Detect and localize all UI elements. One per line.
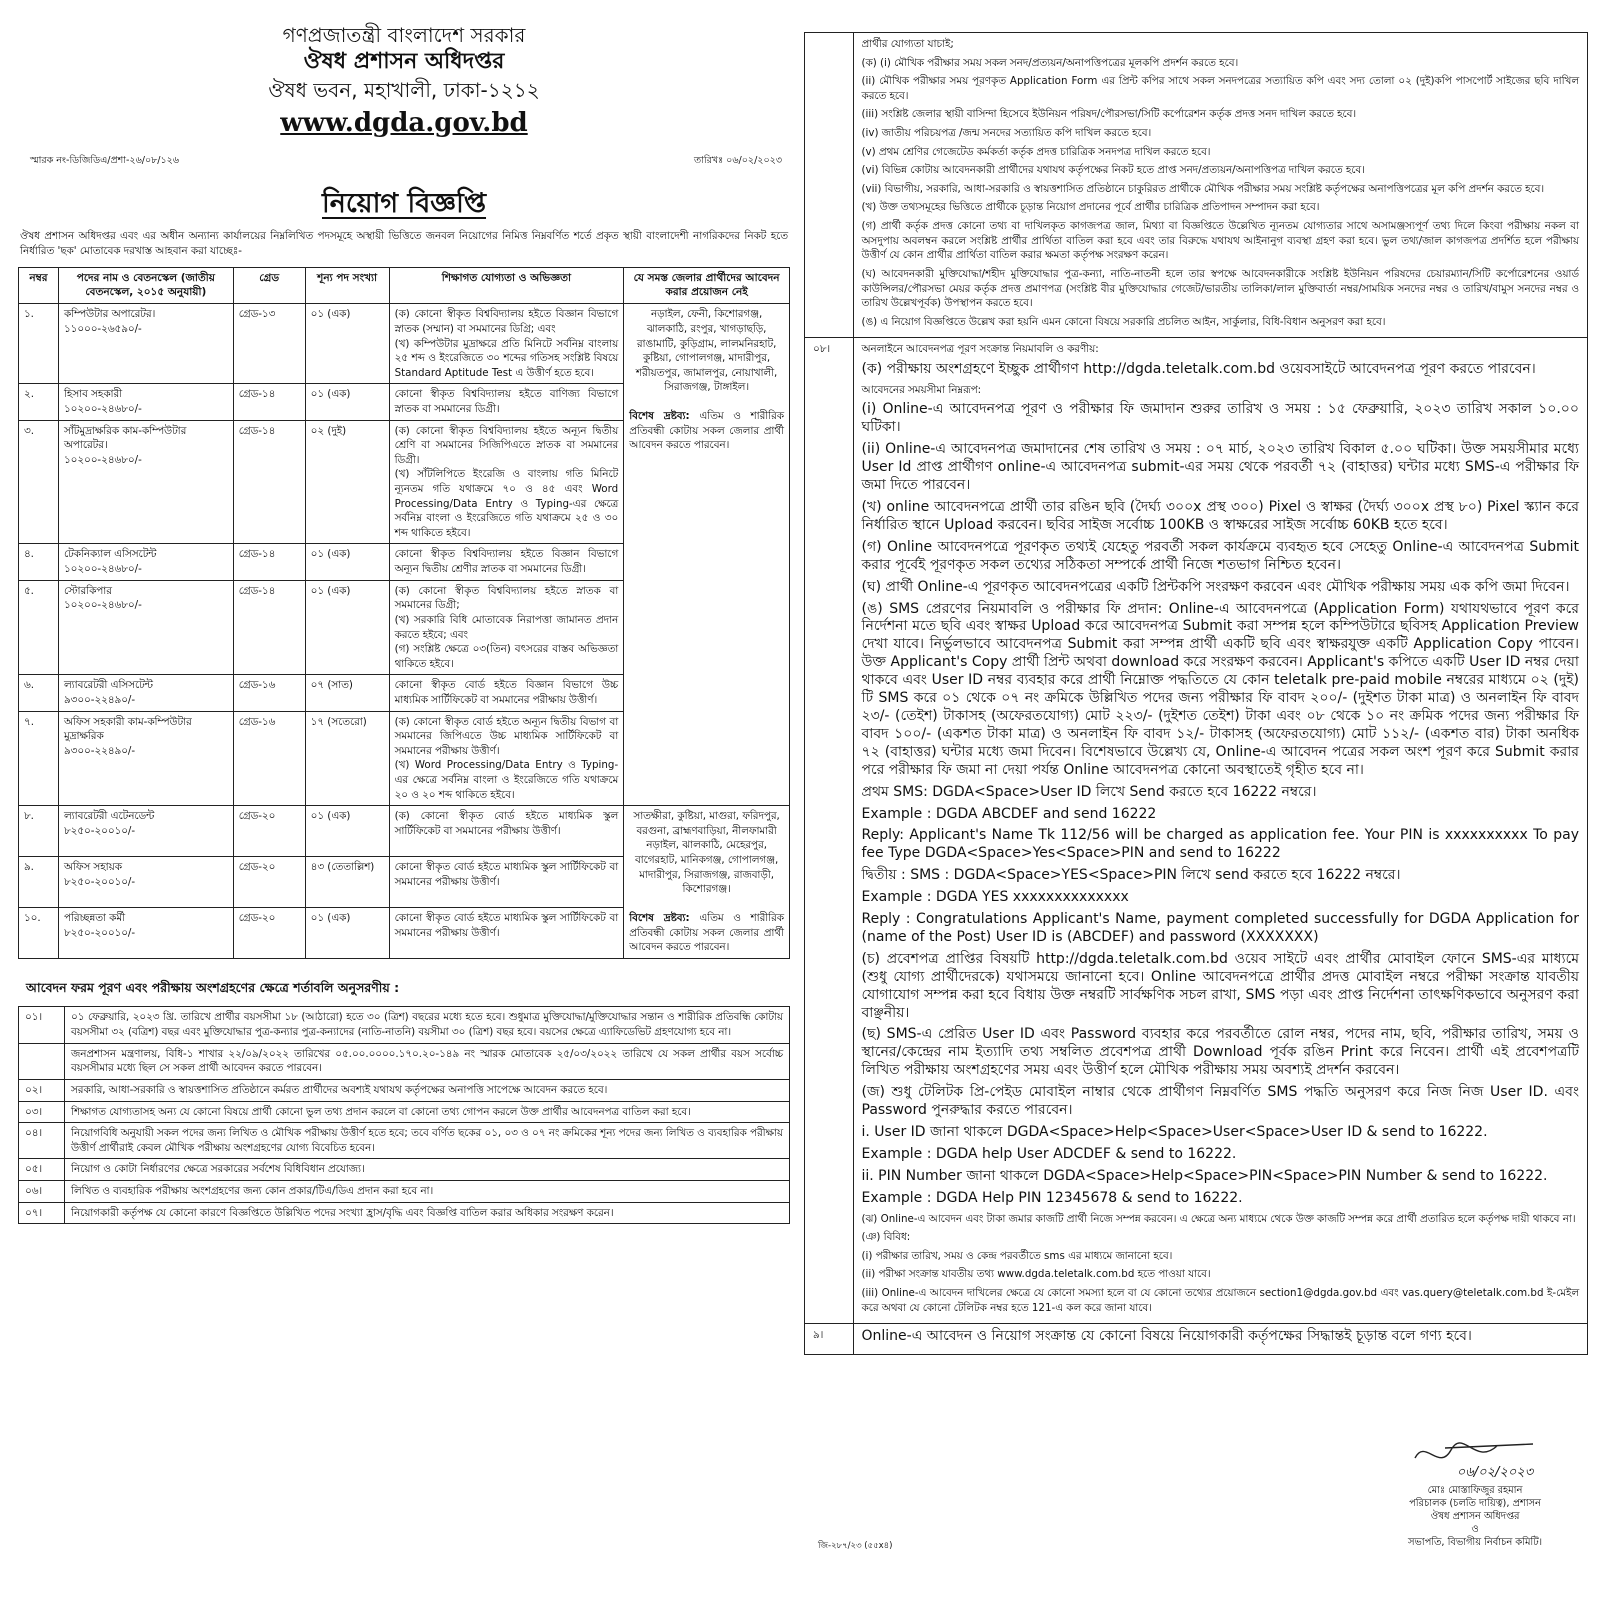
pay-scale: ১০২০০-২৪৬৮০/- [63,599,142,612]
signatory-name: মোঃ মোস্তাফিজুর রহমান [1427,1484,1523,1496]
condition-text: সরকারি, আধা-সরকারি ও স্বায়ত্তশাসিত প্রতিষ্ঠানে কর্মরত প্রার্থীদের অবশ্যই যথাযথ কর্তৃপক্ষের অনাপত্তি সাপেক্ষে আবেদন করতে হবে। [65,1079,790,1101]
instruction-item: (জ) শুধু টেলিটক প্রি-পেইড মোবাইল নাম্বার থেকে প্রার্থীগণ নিম্নবর্ণিত SMS পদ্ধতি অনুসরণ করে নিজ নিজ User ID. এবং Password পুনরুদ্ধার করতে পারবেন। [861,1084,1579,1119]
vacancy-cell: ০৭ (সাত) [305,675,389,711]
memo-number: স্মারক নং-ডিজিডিএ/প্রশা-২৬/০৮/১২৬ [30,154,180,166]
grade-cell: গ্রেড-১৬ [233,711,305,806]
qualification-line: (গ) সংশ্লিষ্ট ক্ষেত্রে ০৩(তিন) বৎসরের বাস্তব অভিজ্ঞতা থাকিতে হইবে। [394,643,619,670]
row-number: ৭. [19,711,59,806]
post-name: টেকনিক্যাল এসিসটেন্ট [63,548,157,561]
qualification-line: কোনো স্বীকৃত বোর্ড হইতে বিজ্ঞান বিভাগে উচ্চ মাধ্যমিক সার্টিফিকেট বা সমমানের পরীক্ষায় উত্তীর্ণ। [394,679,619,706]
grade-cell: গ্রেড-১৪ [233,420,305,544]
condition-number: ০৬। [19,1180,65,1202]
post-cell [58,384,233,420]
instructions-table [805,33,1587,1354]
qualification-line: (খ) কম্পিউটার মুদ্রাক্ষরে প্রতি মিনিটে সর্বনিম্ন বাংলায় ২৫ শব্দ ও ইংরেজিতে ৩০ শব্দের গতিসহ সংশ্লিষ্ট বিষয়ে Standard Aptitude Test এ উত্তীর্ণ হতে হবে। [394,337,619,379]
pay-scale: ১০২০০-২৪৬৮০/- [63,403,142,415]
instruction-item: দ্বিতীয় : SMS : DGDA<Space>YES<Space>PIN লিখে send করতে হবে 16222 নম্বরে। [861,867,1401,884]
qualification-check-item: (v) প্রথম শ্রেণির গেজেটেড কর্মকর্তা কর্তৃক প্রদত্ত চারিত্রিক সনদপত্র দাখিল করতে হবে। [861,145,1211,158]
row-number: ৪. [19,544,59,580]
qualification-cell [389,675,624,711]
grade-cell: গ্রেড-১৪ [233,544,305,580]
post-name: অফিস সহায়ক [63,861,122,874]
special-note-text: এতিম ও শারীরিক প্রতিবন্ধী কোটায় সকল জেলার প্রার্থী আবেদন করতে পারবেন। [629,410,784,452]
post-name: অফিস সহকারী কাম-কম্পিউটার মুদ্রাক্ষরিক [63,715,192,743]
row-number: ৫. [19,580,59,675]
instruction-item: i. User ID জানা থাকলে DGDA<Space>Help<Space>User<Space>User ID & send to 16222. [861,1124,1488,1141]
post-name: পরিচ্ছন্নতা কর্মী [63,911,126,924]
final-decision-text [853,1324,1587,1354]
col-header: যে সমস্ত জেলার প্রার্থীদের আবেদন করার প্রয়োজন নেই [624,267,790,304]
instruction-item: Reply: Applicant's Name Tk 112/56 will be charged as application fee. Your PIN is xxxxxxxxxx To pay fee Type DGDA<Space>Yes<Space>PIN and send to 16222 [861,827,1579,862]
row-number: ৬. [19,675,59,711]
instruction-item: (ii) Online-এ আবেদনপত্র জমাদানের শেষ তারিখ ও সময় : ০৭ মার্চ, ২০২৩ তারিখ বিকাল ৫.০০ ঘটিকা। উক্ত সময়সীমার মধ্যে User Id প্রাপ্ত প্রার্থীগণ online-এ আবেদনপত্র submit-এর সময় থেকে পরবর্তী ৭২ (বাহাত্তর) ঘন্টার মধ্যে SMS-এ পরীক্ষার ফি জমা দিতে পারবেন। [861,441,1579,494]
pay-scale: ৮২৫০-২০০১০/- [63,824,136,837]
pay-scale: ৮২৫০-২০০১০/- [63,926,136,939]
post-cell [58,907,233,958]
instruction-item: (চ) প্রবেশপত্র প্রাপ্তির বিষয়টি http://dgda.teletalk.com.bd ওয়েব সাইটে এবং প্রার্থীর মোবাইল ফোনে SMS-এর মাধ্যমে (শুধু যোগ্য প্রার্থীদেরকে) যথাসময়ে জানানো হবে। Online আবেদনপত্রে প্রার্থীর প্রদত্ত মোবাইল নম্বরে পরীক্ষা সংক্রান্ত যাবতীয় যোগাযোগ সম্পন্ন করা হবে বিধায় উক্ত নম্বরটি সার্বক্ষণিক সচল রাখা, SMS পড়া এবং প্রাপ্ত নির্দেশনা তাৎক্ষণিকভাবে অনুসরণ করা বাঞ্ছনীয়। [861,950,1579,1021]
instruction-item: (ক) পরীক্ষায় অংশগ্রহণে ইচ্ছুক প্রার্থীগণ http://dgda.teletalk.com.bd ওয়েবসাইটে আবেদনপত্র পূরণ করতে পারবেন। [861,360,1536,377]
condition-text: জনপ্রশাসন মন্ত্রণালয়, বিধি-১ শাখার ২২/০৯/২০২২ তারিখের ০৫.০০.০০০০.১৭০.২০-১৪৯ নং স্মারক মোতাবেক ২৫/০৩/২০২২ তারিখে যে সকল প্রার্থীর বয়স সর্বোচ্চ বয়সসীমার মধ্যে ছিল সে সকল প্রার্থী আবেদন করতে পারবেন। [65,1043,790,1079]
condition-number: ০৫। [19,1159,65,1181]
post-cell [58,711,233,806]
right-column [804,32,1588,1355]
post-name: ল্যাবরেটরী এসিসটেন্ট [63,679,153,692]
row-number: ৯. [19,857,59,908]
post-name: স্টোরকিপার [63,584,112,597]
govt-name: গণপ্রজাতন্ত্রী বাংলাদেশ সরকার [282,23,526,47]
website-link[interactable]: www.dgda.gov.bd [280,107,528,138]
qualification-check-item: (iii) সংশ্লিষ্ট জেলার স্থায়ী বাসিন্দা হিসেবে ইউনিয়ন পরিষদ/পৌরসভা/সিটি কর্পোরেশন কর্তৃক প্রদত্ত সনদ দাখিল করতে হবে। [861,108,1357,121]
instruction-item: Example : DGDA help User ADCDEF & send to 16222. [861,1145,1237,1162]
condition-row [19,1159,790,1181]
pay-scale: ৮২৫০-২০০১০/- [63,875,136,888]
qualification-line: (ক) কোনো স্বীকৃত বিশ্ববিদ্যালয় হইতে অন্যূন দ্বিতীয় শ্রেণি বা সমমানের সিজিপিএতে স্নাতক বা সমমানের ডিগ্রী। [394,424,619,466]
notice-title: নিয়োগ বিজ্ঞপ্তি [321,187,487,219]
qualification-cell [389,907,624,958]
qualification-line: (খ) সরকারি বিধি মোতাবেক নিরাপত্তা জামানত প্রদান করতে হইবে; এবং [394,613,619,641]
instruction-item: আবেদনের সময়সীমা নিম্নরূপ: [861,383,982,396]
pay-scale: ১০২০০-২৪৬৮০/- [63,563,142,576]
row-number: ০৮। [805,338,853,1324]
condition-row [19,1123,790,1159]
left-column [18,22,790,1224]
jobs-table [18,267,790,959]
post-cell [58,580,233,675]
special-note-text: এতিম ও শারীরিক প্রতিবন্ধী কোটায় সকল জেলার প্রার্থী আবেদন করতে পারবেন। [629,911,784,954]
qualification-line: (ক) কোনো স্বীকৃত বোর্ড হইতে অন্যূন দ্বিতীয় বিভাগ বা সমমানের জিপিএতে উচ্চ মাধ্যমিক সার্টিফিকেট বা সমমানের পরীক্ষায় উত্তীর্ণ। [394,715,619,757]
online-application-text [853,338,1587,1324]
qualification-cell [389,384,624,420]
post-cell [58,420,233,544]
col-header: পদের নাম ও বেতনস্কেল (জাতীয় বেতনস্কেল, ২০১৫ অনুযায়ী) [58,267,233,304]
instruction-item: (খ) online আবেদনপত্রে প্রার্থী তার রঙিন ছবি (দৈর্ঘ্য ৩০০x প্রস্থ ৩০০) Pixel ও স্বাক্ষর (দৈর্ঘ্য ৩০০x প্রস্থ ৮০) Pixel স্ক্যান করে নির্ধারিত স্থানে Upload করবেন। ছবির সাইজ সর্বোচ্চ 100KB ও স্বাক্ষরের সাইজ সর্বোচ্চ 60KB হতে হবে। [861,499,1579,533]
conditions-title: আবেদন ফরম পূরণ এবং পরীক্ষায় অংশগ্রহণের ক্ষেত্রে শর্তাবলি অনুসরণীয় : [26,979,400,995]
instruction-item: (ঞ) বিবিধ: [861,1231,911,1244]
qualification-check-item: (গ) প্রার্থী কর্তৃক প্রদত্ত কোনো তথ্য বা দাখিলকৃত কাগজপত্র জাল, মিথ্যা বা বিজ্ঞপ্তিতে উল্লেখিত ন্যূনতম যোগ্যতার সাথে অসামঞ্জস্যপূর্ণ তথ্য দিলে কিংবা পরীক্ষায় নকল বা অসদুপায় অবলম্বন করলে সংশ্লিষ্ট প্রার্থীর প্রার্থিতা বাতিল করা হবে এবং তার বিরুদ্ধে যথাযথ আইনানুগ ব্যবস্থা গ্রহণ করা হবে। ভুল তথ্য/জাল কাগজপত্র প্রদর্শিত হলে পরীক্ষায় উত্তীর্ণ যে কোন প্রার্থীর প্রার্থিতা বাতিল করার ক্ষমতা কর্তৃপক্ষ সংরক্ষণ করেন। [861,220,1579,262]
qualification-cell [389,580,624,675]
condition-text: ০১ ফেব্রুয়ারি, ২০২৩ খ্রি. তারিখে প্রার্থীর বয়সসীমা ১৮ (আঠারো) হতে ৩০ (ত্রিশ) বছরের মধ্যে হতে হবে। শুধুমাত্র মুক্তিযোদ্ধা/মুক্তিযোদ্ধার সন্তান ও শারীরিক প্রতিবন্ধি কোটায় বয়সসীমা ৩২ (বত্রিশ) বছর এবং মুক্তিযোদ্ধার পুত্র-কন্যার পুত্র-কন্যাদের (নাতি-নাতনি) বয়সীমা ৩০ (ত্রিশ) বছর হবে। বয়সের ক্ষেত্রে এ্যাফিডেভিট গ্রহণযোগ্য হবে না। [65,1007,790,1043]
letterhead [18,22,790,142]
row-number: ১. [19,304,59,384]
vacancy-cell: ০১ (এক) [305,384,389,420]
condition-text: নিয়োগ ও কোটা নির্ধারণের ক্ষেত্রে সরকারের সর্বশেষ বিধিবিধান প্রযোজ্য। [65,1159,790,1181]
instruction-item: প্রথম SMS: DGDA<Space>User ID লিখে Send করতে হবে 16222 নম্বরে। [861,783,1317,800]
instruction-item: (i) Online-এ আবেদনপত্র পূরণ ও পরীক্ষার ফি জমাদান শুরুর তারিখ ও সময় : ১৫ ফেব্রুয়ারি, ২০২৩ তারিখ সকাল ১০.০০ ঘটিকা। [861,401,1579,436]
office-name: ঔষধ প্রশাসন অধিদপ্তর [303,49,505,74]
table-row [19,806,790,857]
instruction-item: Example : DGDA Help PIN 12345678 & send to 16222. [861,1189,1243,1206]
post-name: কম্পিউটার অপারেটর। [63,308,156,321]
grade-cell: গ্রেড-১৪ [233,580,305,675]
memo-line [30,154,782,167]
row-number [805,33,853,338]
row-number: ৮. [19,806,59,857]
qualification-line: (ক) কোনো স্বীকৃত বিশ্ববিদ্যালয় হইতে বিজ্ঞান বিভাগে স্নাতক (সম্মান) বা সমমানের ডিগ্রি; এবং [394,308,619,335]
instruction-item: (ঝ) Online-এ আবেদন এবং টাকা জমার কাজটি প্রার্থী নিজে সম্পন্ন করবেন। এ ক্ষেত্রে অন্য মাধ্যমে থেকে উক্ত কাজটি সম্পন্ন করে প্রার্থী প্রতারিত হলে কর্তৃপক্ষ দায়ী থাকবে না। [861,1212,1576,1225]
vacancy-cell: ৪৩ (তেতাল্লিশ) [305,857,389,908]
condition-number: ০১। [19,1007,65,1043]
grade-cell: গ্রেড-১৬ [233,675,305,711]
office-address: ঔষধ ভবন, মহাখালী, ঢাকা-১২১২ [268,77,540,102]
pay-scale: ১১০০০-২৬৫৯০/- [63,322,142,335]
qualification-line: কোনো স্বীকৃত বোর্ড হইতে মাধ্যমিক স্কুল সার্টিফিকেট বা সমমানের পরীক্ষায় উত্তীর্ণ। [394,861,619,888]
condition-row [19,1007,790,1043]
online-application-row [805,338,1587,1324]
col-header: নম্বর [19,267,59,304]
col-header: গ্রেড [233,267,305,304]
qualification-line: কোনো স্বীকৃত বোর্ড হইতে মাধ্যমিক স্কুল সার্টিফিকেট বা সমমানের পরীক্ষায় উত্তীর্ণ। [394,911,619,939]
qualification-cell [389,711,624,806]
condition-row [19,1043,790,1079]
row-number: ১০. [19,907,59,958]
condition-row [19,1202,790,1224]
instruction-item: Example : DGDA ABCDEF and send 16222 [861,805,1157,822]
condition-row [19,1079,790,1101]
qualification-check-text [853,33,1587,338]
vacancy-cell: ০১ (এক) [305,544,389,580]
condition-text: নিয়োগকারী কর্তৃপক্ষ যে কোনো কারণে বিজ্ঞপ্তিতে উল্লিখিত পদের সংখ্যা হ্রাস/বৃদ্ধি এবং বিজ্ঞপ্তি বাতিল করার অধিকার সংরক্ষণ করেন। [65,1202,790,1224]
qualification-line: (ক) কোনো স্বীকৃত বিশ্ববিদ্যালয় হইতে স্নাতক বা সমমানের ডিগ্রী; [394,584,619,612]
grade-cell: গ্রেড-১৩ [233,304,305,384]
pay-scale: ১০২০০-২৪৬৮০/- [63,453,142,466]
post-name: হিসাব সহকারী [63,388,123,401]
memo-date: তারিখঃ ০৬/০২/২০২৩ [694,154,782,166]
instruction-item: ii. PIN Number জানা থাকলে DGDA<Space>Help<Space>PIN<Space>PIN Number & send to 16222. [861,1167,1548,1184]
signature-date: ০৬/০২/২০২৩ [1456,1465,1534,1480]
qualification-check-item: (ii) মৌখিক পরীক্ষার সময় পূরণকৃত Application Form এর প্রিন্ট কপির সাথে সকল সনদপত্রের সত্যায়িত কপি এবং সদ্য তোলা ০২ (দুই)কপি পাসপোর্ট সাইজের ছবি দাখিল করতে হবে। [861,75,1579,102]
qualification-cell [389,304,624,384]
final-decision: Online-এ আবেদন ও নিয়োগ সংক্রান্ত যে কোনো বিষয়ে নিয়োগকারী কর্তৃপক্ষের সিদ্ধান্তই চূড়ান্ত বলে গণ্য হবে। [861,1328,1472,1345]
instruction-item: অনলাইনে আবেদনপত্র পূরণ সংক্রান্ত নিয়মাবলি ও করণীয়: [861,343,1099,356]
vacancy-cell: ০২ (দুই) [305,420,389,544]
condition-text: নিয়োগবিধি অনুযায়ী সকল পদের জন্য লিখিত ও মৌখিক পরীক্ষায় উত্তীর্ণ হতে হবে; তবে বর্ণিত ছকের ০১, ০৩ ও ০৭ নং ক্রমিকের শূন্য পদের জন্য লিখিত ও ব্যবহারিক পরীক্ষায় উত্তীর্ণ প্রার্থীরাই কেবল মৌখিক পরীক্ষায় অংশগ্রহণের যোগ্য বিবেচিত হবেন। [65,1123,790,1159]
pay-scale: ৯৩০০-২২৪৯০/- [63,744,136,757]
qualification-check-item: (খ) উক্ত তথ্যসমূহের ভিত্তিতে প্রার্থীকে চূড়ান্ত নিয়োগ প্রদানের পূর্বে প্রার্থীর চারিত্রিক প্রতিপাদন সম্পাদন করা হবে। [861,201,1320,214]
qualification-check-item: (ঙ) এ নিয়োগ বিজ্ঞপ্তিতে উল্লেখ করা হয়নি এমন কোনো বিষয়ে সরকারি প্রচলিত আইন, সার্কুলার, বিধি-বিধান অনুসরণ করা হবে। [861,315,1386,328]
qualification-line: কোনো স্বীকৃত বিশ্ববিদ্যালয় হইতে বিজ্ঞান বিভাগে অন্যূন দ্বিতীয় শ্রেণীর স্নাতক বা সমমানের ডিগ্রী। [394,548,619,576]
qualification-cell [389,857,624,908]
qualification-cell [389,544,624,580]
special-note [629,409,784,453]
vacancy-cell: ১৭ (সতেরো) [305,711,389,806]
row-number: ২. [19,384,59,420]
signature-block [1360,1436,1590,1550]
instruction-item: (ঘ) প্রার্থী Online-এ পূরণকৃত আবেদনপত্রের একটি প্রিন্টকপি সংরক্ষণ করবেন এবং মৌখিক পরীক্ষায় সময় এক কপি জমা দিবেন। [861,578,1570,595]
conditions-table [18,1006,790,1224]
qualification-check-row [805,33,1587,338]
excluded-districts-cell [624,806,790,958]
excluded-districts-cell [624,304,790,806]
qualification-check-item: (ঘ) আবেদনকারী মুক্তিযোদ্ধা/শহীদ মুক্তিযোদ্ধার পুত্র-কন্যা, নাতি-নাতনী হলে তার স্বপক্ষে আবেদনকারীকে সংশ্লিষ্ট ইউনিয়ন পরিষদের চেয়ারম্যান/সিটি কর্পোরেশনের ওয়ার্ড কাউন্সিলর/পৌরসভা মেয়র কর্তৃক প্রদত্ত প্রমাণপত্র (সংশ্লিষ্ট বীর মুক্তিযোদ্ধার গেজেট/ভারতীয় তালিকা/লাল মুক্তিবার্তা নম্বর/সাময়িক সনদের নম্বর ও তারিখ/বামুস সনদের নম্বর ও তারিখ উল্লেখপূর্বক) উপস্থাপন করতে হবে। [861,267,1579,310]
row-number: ৯। [805,1324,853,1354]
condition-number: ০৩। [19,1101,65,1123]
instruction-item: (iii) Online-এ আবেদন দাখিলের ক্ষেত্রে যে কোনো সমস্যা হলে বা যে কোনো তথ্যের প্রয়োজনে section1@dgda.gov.bd এবং vas.query@teletalk.com.bd ই-মেইল করে অথবা যে কোনো টেলিটক নম্বর হতে 121-এ কল করে জানা যাবে। [861,1287,1579,1314]
condition-row [19,1101,790,1123]
post-cell [58,304,233,384]
condition-text: শিক্ষাগত যোগ্যতাসহ অন্য যে কোনো বিষয়ে প্রার্থী কোনো ভুল তথ্য প্রদান করলে বা কোনো তথ্য গোপন করলে উক্ত প্রার্থীর আবেদনপত্র বাতিল করা হবে। [65,1101,790,1123]
grade-cell: গ্রেড-২০ [233,907,305,958]
jobs-table-header [19,267,790,304]
qualification-line: (ক) কোনো স্বীকৃত বোর্ড হইতে মাধ্যমিক স্কুল সার্টিফিকেট বা সমমানের পরীক্ষায় উত্তীর্ণ। [394,810,619,837]
signatory-designation: পরিচালক (চলতি দায়িত্ব), প্রশাসন [1409,1497,1541,1509]
grade-cell: গ্রেড-২০ [233,857,305,908]
condition-number: ০৪। [19,1123,65,1159]
pay-scale: ৯৩০০-২২৪৯০/- [63,693,136,706]
post-cell [58,675,233,711]
instruction-item: (ii) পরীক্ষা সংক্রান্ত যাবতীয় তথ্য www.dgda.teletalk.com.bd হতে পাওয়া যাবে। [861,1268,1211,1281]
condition-text: লিখিত ও ব্যবহারিক পরীক্ষায় অংশগ্রহণের জন্য কোন প্রকার/টিএ/ডিএ প্রদান করা হবে না। [65,1180,790,1202]
instruction-item: (গ) Online আবেদনপত্রে পূরণকৃত তথ্যই যেহেতু পরবর্তী সকল কার্যক্রমে ব্যবহৃত হবে সেহেতু Online-এ আবেদনপত্র Submit করার পূর্বেই পূরণকৃত সকল তথ্যের সঠিকতা সম্পর্কে প্রার্থী নিজে শতভাগ নিশ্চিত হবেন। [861,538,1579,573]
vacancy-cell: ০১ (এক) [305,580,389,675]
table-row [19,304,790,384]
grade-cell: গ্রেড-২০ [233,806,305,857]
instruction-item: Example : DGDA YES xxxxxxxxxxxxxx [861,889,1129,906]
qualification-check-item: (iv) জাতীয় পরিচয়পত্র /জন্ম সনদের সত্যায়িত কপি দাখিল করতে হবে। [861,127,1152,140]
final-decision-row [805,1324,1587,1354]
excluded-districts: সাতক্ষীরা, কুষ্টিয়া, মাগুরা, ফরিদপুর, বরগুনা, ব্রাহ্মণবাড়িয়া, নীলফামারী নড়াইল, ঝালকাঠি, মেহেরপুর, বাগেরহাট, মানিকগঞ্জ, গোপালগঞ্জ, মাদারীপুর, সিরাজগঞ্জ, রাজবাড়ী, কিশোরগঞ্জ। [633,810,780,896]
qualification-check-item: প্রার্থীর যোগ্যতা যাচাই; [861,38,954,50]
post-name: সাঁটমুদ্রাক্ষরিক কাম-কম্পিউটার অপারেটর। [63,424,187,452]
instruction-item: Reply : Congratulations Applicant's Name, payment completed successfully for DGDA Application for (name of the Post) User ID is (ABCDEF) and password (XXXXXXX) [861,911,1579,945]
vacancy-cell: ০১ (এক) [305,806,389,857]
signatory-office: ঔষধ প্রশাসন অধিদপ্তর [1430,1510,1520,1522]
vacancy-cell: ০১ (এক) [305,304,389,384]
excluded-districts: নড়াইল, ফেনী, কিশোরগঞ্জ, ঝালকাঠি, রংপুর, খাগড়াছড়ি, রাঙামাটি, কুড়িগ্রাম, লালমনিরহাট, কুষ্টিয়া, গোপালগঞ্জ, মাদারীপুর, শরীয়তপুর, জামালপুর, নোয়াখালী, সিরাজগঞ্জ, টাঙ্গাইল। [635,308,778,394]
footer-code: জি-২৮৭/২৩ (৫৫x৪) [818,1541,893,1551]
row-number: ৩. [19,420,59,544]
qualification-line: (খ) সাঁটলিপিতে ইংরেজি ও বাংলায় গতি মিনিটে ন্যূনতম গতি যথাক্রমে ৭০ ও ৪৫ এবং Word Processing/Data Entry ও Typing-এর ক্ষেত্রে সর্বনিম্ন বাংলা ও ইংরেজিতে গতি যথাক্রমে ২৫ ও ৩০ শব্দ থাকিতে হইবে। [394,468,619,539]
instruction-item: (i) পরীক্ষার তারিখ, সময় ও কেন্দ্র পরবর্তীতে sms এর মাধ্যমে জানানো হবে। [861,1249,1173,1262]
intro-text: ঔষধ প্রশাসন অধিদপ্তর এবং এর অধীন অন্যান্য কার্যালয়ের নিম্নলিখিত পদসমূহে অস্থায়ী ভিত্তিতে জনবল নিয়োগের নিমিত্ত নিম্নবর্ণিত শর্তে প্রকৃত স্থায়ী বাংলাদেশী নাগরিকদের নিকট হতে নির্ধারিত 'ছক' মোতাবেক দরখাস্ত আহবান করা যাচ্ছেঃ- [20,230,788,257]
qualification-line: কোনো স্বীকৃত বিশ্ববিদ্যালয় হইতে বাণিজ্য বিভাগে স্নাতক বা সমমানের ডিগ্রী। [394,388,619,415]
signatory-and: ও [1471,1524,1479,1536]
col-header: শিক্ষাগত যোগ্যতা ও অভিজ্ঞতা [389,267,624,304]
condition-number: ০২। [19,1079,65,1101]
grade-cell: গ্রেড-১৪ [233,384,305,420]
qualification-cell [389,420,624,544]
qualification-line: (খ) Word Processing/Data Entry ও Typing-এর ক্ষেত্রে সর্বনিম্ন বাংলা ও ইংরেজিতে গতি যথাক্রমে ২০ ও ২০ শব্দ থাকিতে হইবে। [394,759,619,801]
post-name: ল্যাবরেটরী এটেনডেন্ট [63,810,155,823]
condition-row [19,1180,790,1202]
post-cell [58,544,233,580]
condition-number: ০৭। [19,1202,65,1224]
col-header: শূন্য পদ সংখ্যা [305,267,389,304]
post-cell [58,857,233,908]
special-note [629,911,784,955]
qualification-check-item: (vi) বিভিন্ন কোটায় আবেদনকারী প্রার্থীদের যথাযথ কর্তৃপক্ষের নিকট হতে প্রাপ্ত সনদ/প্রত্যয়ন/অনাপত্তিপত্র দাখিল করতে হবে। [861,164,1365,177]
instruction-item: (ছ) SMS-এ প্রেরিত User ID এবং Password ব্যবহার করে পরবর্তীতে রোল নম্বর, পদের নাম, ছবি, পরীক্ষার তারিখ, সময় ও স্থানের/কেন্দ্রের নাম ইত্যাদি তথ্য সম্বলিত প্রবেশপত্র প্রার্থী Download পূর্বক রঙিন Print করে নিবেন। প্রার্থী এই প্রবেশপত্রটি লিখিত পরীক্ষায় অংশগ্রহণের সময় এবং উত্তীর্ণ হলে মৌখিক পরীক্ষায় সময় অবশ্যই প্রদর্শন করবেন। [861,1026,1579,1079]
qualification-cell [389,806,624,857]
post-cell [58,806,233,857]
qualification-check-item: (vii) বিভাগীয়, সরকারি, আধা-সরকারি ও স্বায়ত্তশাসিত প্রতিষ্ঠানে চাকুরিরত প্রার্থীকে মৌখিক পরীক্ষার সময় সংশ্লিষ্ট কর্তৃপক্ষের অনাপত্তিপত্রের মূল কপি প্রদর্শন করতে হবে। [861,182,1545,195]
signatory-committee: সভাপতি, বিভাগীয় নির্বাচন কমিটি। [1407,1537,1543,1549]
special-note-label: বিশেষ দ্রষ্টব্য: [629,410,690,422]
instruction-item: (ঙ) SMS প্রেরণের নিয়মাবলি ও পরীক্ষার ফি প্রদান: Online-এ আবেদনপত্রে (Application Form) যথাযথভাবে পূরণ করে নির্দেশনা মতে ছবি এবং স্বাক্ষর Upload করে আবেদনপত্র Submit করা সম্পন্ন হলে কম্পিউটারে ছবিসহ Application Preview দেখা যাবে। নির্ভুলভাবে আবেদনপত্র Submit করা সম্পন্ন প্রার্থী একটি ছবি এবং স্বাক্ষরযুক্ত একটি Application Copy পাবেন। উক্ত Applicant's Copy প্রার্থী প্রিন্ট অথবা download করে সংরক্ষণ করবেন। Applicant's কপিতে একটি User ID নম্বর দেয়া থাকবে এবং User ID নম্বর ব্যবহার করে প্রার্থী নিম্নোক্ত পদ্ধতিতে যে কোন teletalk pre-paid mobile নম্বরের মাধ্যমে ০২ (দুই) টি SMS করে ০১ থেকে ০৭ নং ক্রমিকে উল্লিখিত পদের জন্য পরীক্ষার ফি বাবদ ২০০/- (দুইশত টাকা মাত্র) ও অনলাইন ফি বাবদ ২৩/- (তেইশ) টাকাসহ (অফেরতযোগ্য) মোট ২২৩/- (দুইশত তেইশ) টাকা এবং ০৮ থেকে ১০ নং ক্রমিক পদের জন্য পরীক্ষার ফি বাবদ ১০০/- (একশত টাকা মাত্র) ও অনলাইন ফি বাবদ ১২/- টাকাসহ (অফেরতযোগ্য) মোট ১১২/- (একশত বার) টাকা অনধিক ৭২ (বাহাত্তর) ঘন্টার মধ্যে জমা দিবেন। বিশেষভাবে উল্লেখ্য যে, Online-এ আবেদন পত্রের সকল অংশ পূরণ করে Submit করার পরে পরীক্ষার ফি জমা না দেয়া পর্যন্ত Online আবেদনপত্র কোনো অবস্থাতেই গৃহীত হবে না। [861,600,1580,778]
special-note-label: বিশেষ দ্রষ্টব্য: [629,911,690,924]
condition-number [19,1043,65,1079]
qualification-check-item: (ক) (i) মৌখিক পরীক্ষার সময় সকল সনদ/প্রত্যয়ন/অনাপত্তিপত্রের মূলকপি প্রদর্শন করতে হবে। [861,56,1239,69]
vacancy-cell: ০১ (এক) [305,907,389,958]
